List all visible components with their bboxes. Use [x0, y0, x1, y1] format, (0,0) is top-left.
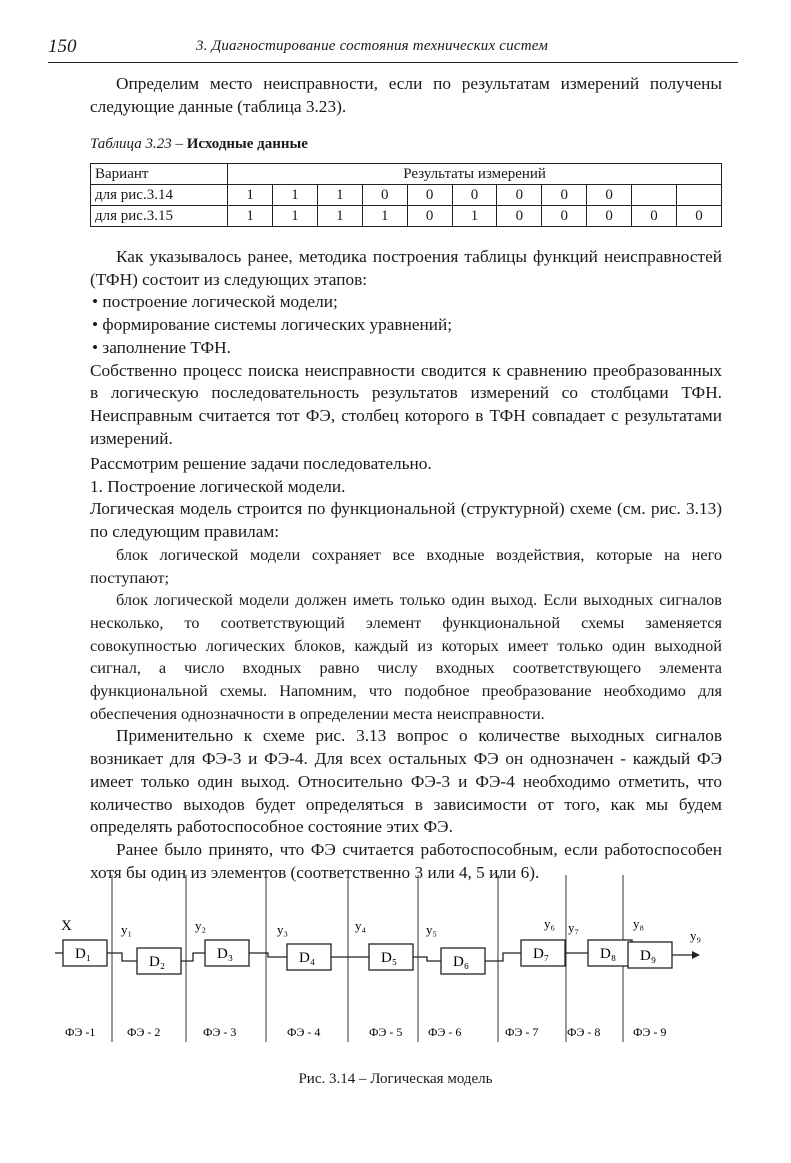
block-label: D₄ — [299, 950, 316, 966]
block-label: D₂ — [149, 954, 166, 970]
figure-caption: Рис. 3.14 – Логическая модель — [298, 1071, 493, 1087]
table-cell: 1 — [273, 206, 318, 227]
block-label: D₅ — [381, 950, 398, 966]
signal-label: y₆ — [544, 916, 556, 931]
input-label: X — [61, 918, 72, 934]
block-label: D₈ — [600, 946, 617, 962]
table-cell: 0 — [587, 206, 632, 227]
row-label: для рис.3.14 — [91, 185, 228, 206]
output-arrow-icon — [692, 951, 700, 959]
table-cell — [632, 185, 677, 206]
paragraph-tfn-method: Как указывалось ранее, методика построения таблицы функций неисправностей (ТФН) состоит из следующих этапов: — [90, 247, 722, 289]
signal-label: y₄ — [355, 918, 367, 933]
intro-paragraph: Определим место неисправности, если по результатам измерений получены следующие данные (таблица 3.23). — [90, 74, 722, 116]
table-caption-label: Таблица 3.23 – — [90, 136, 183, 152]
fe-label: ФЭ - 9 — [633, 1025, 667, 1039]
block-label: D₃ — [217, 946, 234, 962]
table-cell: 0 — [407, 185, 452, 206]
paragraph-step-1: 1. Построение логической модели. — [90, 476, 346, 496]
running-header — [48, 36, 728, 60]
row-label: для рис.3.15 — [91, 206, 228, 227]
page-number: 150 — [48, 36, 77, 57]
paragraph-rule-1: блок логической модели сохраняет все входные воздействия, которые на него поступают; — [90, 544, 722, 587]
paragraph-fault-search: Собственно процесс поиска неисправности сводится к сравнению преобразованных в логическую последовательность результатов измерений со столбцами ТФН. Неисправным считается тот ФЭ, столбец которого в ТФН совпадает с результатами измерений. — [90, 360, 722, 448]
header-rule — [48, 62, 738, 63]
fe-label: ФЭ - 4 — [287, 1025, 321, 1039]
table-header-row — [91, 164, 722, 185]
table-cell: 1 — [228, 206, 273, 227]
logic-model-diagram — [55, 870, 735, 1050]
paragraph-solution: Рассмотрим решение задачи последовательно. — [90, 454, 432, 473]
signal-label: y₈ — [633, 916, 645, 931]
table-cell: 1 — [273, 185, 318, 206]
paragraph-rule-2: блок логической модели должен иметь только один выход. Если выходных сигналов несколько, то соответствующий элемент функциональной схемы заменяется совокупностью логических блоков, каждый из которых имеет только один выходной сигнал, а число входных равно числу входных соответствующего элемента функциональной схемы. Напомним, что подобное преобразование необходимо для обеспечения однозначности в определении места неисправности. — [90, 590, 722, 723]
fe-label: ФЭ - 6 — [428, 1025, 462, 1039]
signal-label: y₃ — [277, 922, 289, 937]
table-cell: 0 — [676, 206, 721, 227]
output-label: y₉ — [690, 928, 702, 943]
table-cell: 0 — [587, 185, 632, 206]
running-title: 3. Диагностирование состояния технических систем — [196, 38, 548, 54]
bullet-item-1: • построение логической модели; — [92, 292, 338, 312]
paragraph-model-rules: Логическая модель строится по функциональной (структурной) схеме (см. рис. 3.13) по следующим правилам: — [90, 499, 722, 542]
paragraph-outputs: Применительно к схеме рис. 3.13 вопрос о количестве выходных сигналов возникает для ФЭ-3 и ФЭ-4. Для всех остальных ФЭ он однозначен - каждый ФЭ имеет только один выход. Относительно ФЭ-3 и ФЭ-4 необходимо отметить, что количество выходов будет определяться в зависимости от того, как мы будем определять работоспособное состояние этих ФЭ. — [90, 726, 722, 837]
fe-label: ФЭ - 3 — [203, 1025, 237, 1039]
table-row — [91, 185, 722, 206]
table-row — [91, 206, 722, 227]
connector-line — [485, 953, 521, 961]
bullet-item-3: • заполнение ТФН. — [92, 337, 231, 357]
signal-label: y₁ — [121, 922, 133, 937]
col-results: Результаты измерений — [228, 164, 722, 185]
signal-label: y₂ — [195, 918, 207, 933]
table-cell: 1 — [317, 206, 362, 227]
paragraph-operability: Ранее было принято, что ФЭ считается работоспособным, если работоспособен хотя бы один из элементов (соответственно 3 или 4, 5 или 6). — [90, 839, 722, 882]
fe-label: ФЭ - 7 — [505, 1025, 539, 1039]
table-cell: 0 — [452, 185, 497, 206]
block-label: D₆ — [453, 954, 470, 970]
table-cell: 0 — [497, 206, 542, 227]
table-cell: 0 — [497, 185, 542, 206]
table-cell: 0 — [362, 185, 407, 206]
col-variant: Вариант — [91, 164, 228, 185]
measurement-table — [90, 163, 722, 227]
table-caption-title: Исходные данные — [186, 136, 308, 152]
fe-label: ФЭ - 5 — [369, 1025, 403, 1039]
table-cell: 0 — [407, 206, 452, 227]
connector-line — [413, 957, 441, 961]
table-cell: 1 — [317, 185, 362, 206]
body-text-2 — [90, 453, 722, 884]
table-cell — [676, 185, 721, 206]
signal-label: y₇ — [568, 920, 580, 935]
body-text — [90, 246, 722, 450]
fe-label: ФЭ - 2 — [127, 1025, 161, 1039]
table-cell: 0 — [542, 206, 587, 227]
table-cell: 1 — [452, 206, 497, 227]
fe-label: ФЭ -1 — [65, 1025, 96, 1039]
signal-label: y₅ — [426, 922, 438, 937]
table-caption — [90, 136, 308, 153]
table-cell: 0 — [632, 206, 677, 227]
block-label: D₇ — [533, 946, 550, 962]
bullet-item-2: • формирование системы логических уравнений; — [92, 315, 453, 335]
fe-label: ФЭ - 8 — [567, 1025, 601, 1039]
connector-line — [181, 953, 205, 961]
block-label: D₉ — [640, 948, 657, 964]
table-cell: 1 — [228, 185, 273, 206]
table-cell: 0 — [542, 185, 587, 206]
connector-line — [249, 953, 287, 957]
block-label: D₁ — [75, 946, 92, 962]
table-cell: 1 — [362, 206, 407, 227]
